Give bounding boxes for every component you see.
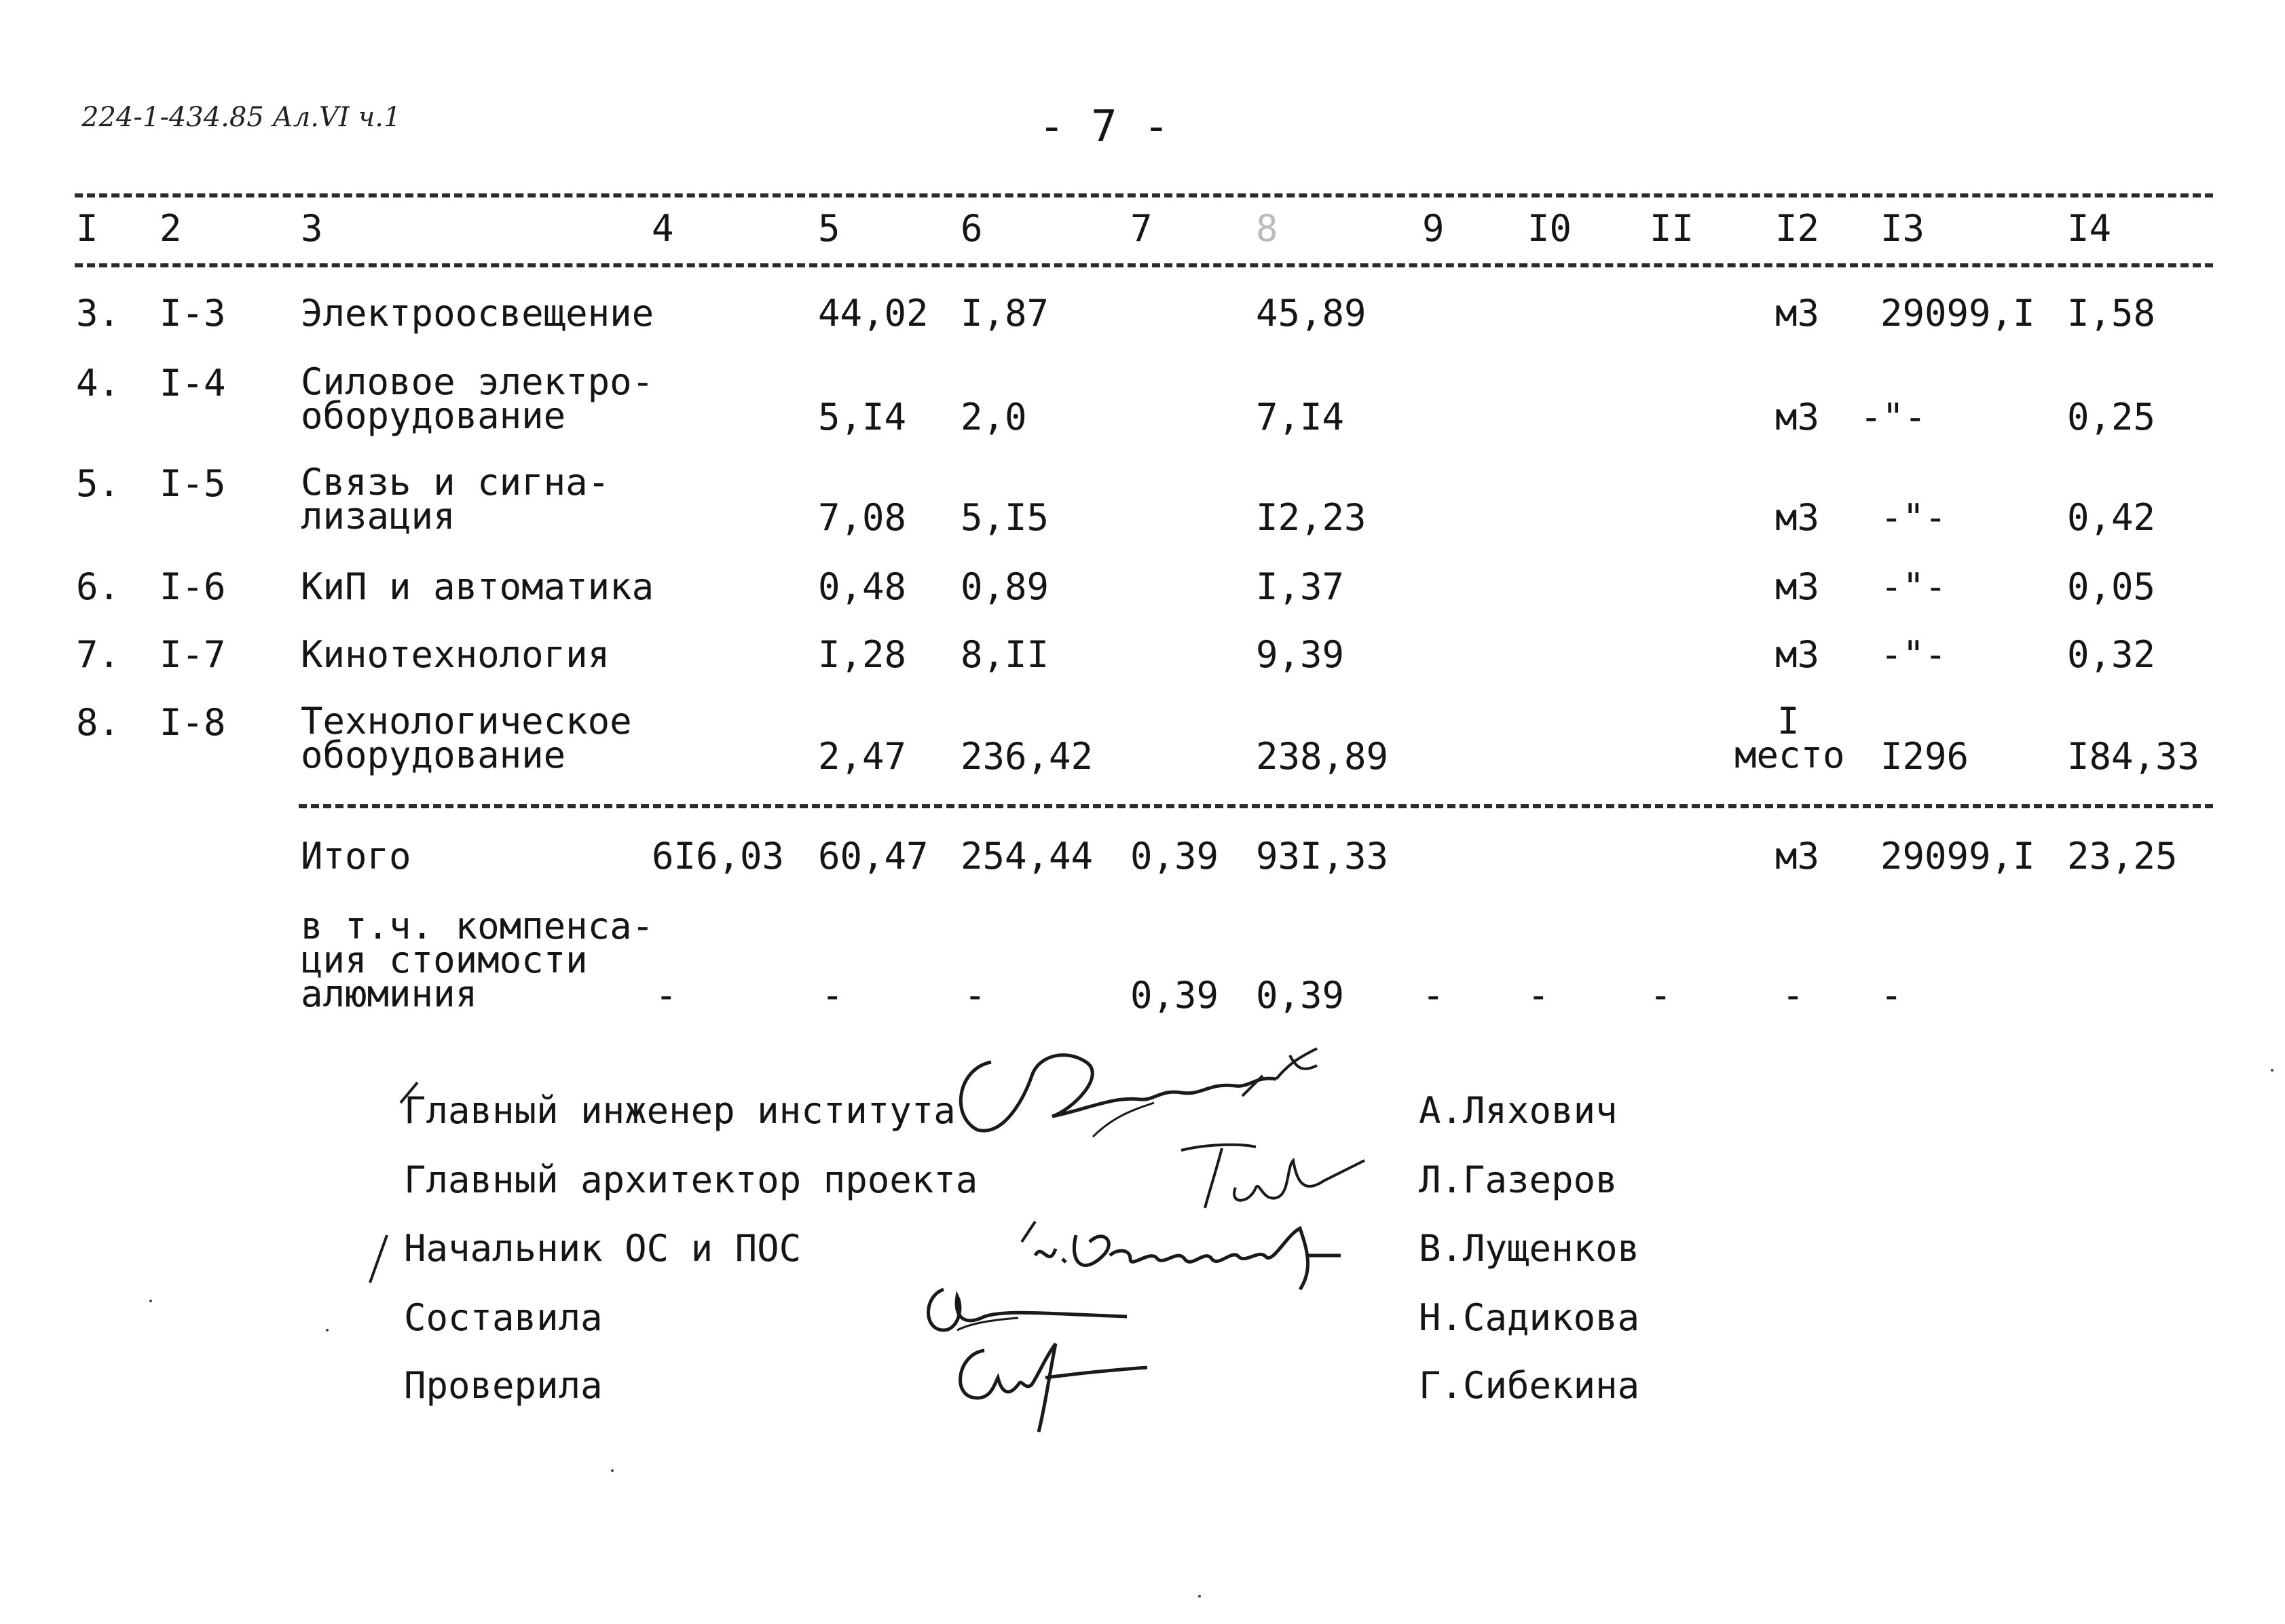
row-col14: 0,32 [2067,633,2156,676]
total-col6: 254,44 [961,835,1094,877]
row-qty: 29099,I [1880,292,2035,335]
signatory-role: Главный инженер института [404,1089,956,1132]
row-unit-line2: место [1734,734,1845,776]
signatory-name: Н.Садикова [1419,1296,1640,1339]
row-unit-line1: I [1777,700,1800,742]
including-col10: - [1527,974,1550,1017]
column-header: I [76,207,98,250]
signatory-role: Начальник ОС и ПОС [404,1227,802,1270]
signature-chief-architect-icon [1168,1140,1385,1217]
speck [149,1300,152,1302]
row-col14: I,58 [2067,292,2156,335]
column-header: I3 [1880,207,1925,250]
signature-checked-icon [944,1337,1161,1441]
column-header: 5 [818,207,840,250]
row-name-line2: оборудование [301,394,566,437]
signatory-name: А.Ляхович [1419,1089,1618,1132]
document-code: 224-1-434.85 Ал.VI ч.1 [81,102,401,133]
row-code: I-8 [160,701,226,744]
speck [2271,1069,2273,1072]
column-header: 3 [301,207,323,250]
row-col6: 236,42 [961,735,1094,778]
row-col8: I,37 [1256,565,1345,608]
row-col8: I2,23 [1256,496,1367,539]
including-col8: 0,39 [1256,974,1345,1017]
row-number: 3. [76,292,121,335]
row-col6: 0,89 [961,565,1049,608]
row-number: 4. [76,362,121,404]
row-number: 8. [76,701,121,744]
speck [611,1469,614,1472]
including-col5: - [821,974,844,1017]
row-unit: м3 [1775,565,1820,608]
row-col8: 7,I4 [1256,396,1345,438]
row-col8: 45,89 [1256,292,1367,335]
total-col5: 60,47 [818,835,929,877]
speck [1198,1595,1201,1598]
row-col14: 0,42 [2067,496,2156,539]
column-header: 2 [160,207,182,250]
row-col5: 0,48 [818,565,907,608]
check-mark-icon [367,1232,394,1289]
row-col14: I84,33 [2067,735,2200,778]
column-header: 9 [1422,207,1445,250]
speck [326,1329,329,1332]
row-unit: м3 [1775,396,1820,438]
including-label-line3: алюминия [301,972,478,1015]
row-name: Электроосвещение [301,292,654,335]
row-number: 5. [76,462,121,505]
row-name-line1: Связь и сигна- [301,461,610,504]
total-separator-rule [299,804,2213,808]
check-mark-icon [394,1079,421,1109]
table-top-rule [75,193,2213,197]
signatory-name: В.Лущенков [1419,1227,1640,1270]
row-number: 7. [76,633,121,676]
including-col4: - [655,974,677,1017]
row-col6: 5,I5 [961,496,1049,539]
row-code: I-4 [160,362,226,404]
column-header: 6 [961,207,983,250]
column-header: 4 [652,207,674,250]
row-col8: 9,39 [1256,633,1345,676]
row-col14: 0,25 [2067,396,2156,438]
row-name-line1: Силовое электро- [301,360,654,403]
row-col5: I,28 [818,633,907,676]
column-header: 8 [1256,207,1278,250]
row-name: КиП и автоматика [301,565,654,608]
signatory-role: Проверила [404,1364,603,1407]
row-number: 6. [76,565,121,608]
row-qty: -"- [1880,496,1947,539]
row-code: I-5 [160,462,226,505]
including-col6: - [964,974,986,1017]
total-qty: 29099,I [1880,835,2035,877]
including-col7: 0,39 [1130,974,1219,1017]
row-col5: 44,02 [818,292,929,335]
total-label: Итого [301,835,411,877]
row-col8: 238,89 [1256,735,1389,778]
table-header-rule [75,263,2213,267]
including-label-line2: ция стоимости [301,939,588,981]
page-number: - 7 - [1039,102,1170,152]
row-name-line2: лизация [301,495,456,537]
row-name-line1: Технологическое [301,700,632,742]
including-col12: - [1782,974,1804,1017]
column-header: I2 [1775,207,1820,250]
row-code: I-3 [160,292,226,335]
row-name-line2: оборудование [301,734,566,776]
row-qty: -"- [1880,633,1947,676]
row-unit: м3 [1775,633,1820,676]
total-col8: 93I,33 [1256,835,1389,877]
row-col6: 8,II [961,633,1049,676]
total-col14: 23,25 [2067,835,2178,877]
total-col7: 0,39 [1130,835,1219,877]
signatory-name: Л.Газеров [1419,1158,1618,1201]
row-col5: 2,47 [818,735,907,778]
row-col6: 2,0 [961,396,1027,438]
row-unit: м3 [1775,496,1820,539]
row-name: Кинотехнология [301,633,610,676]
row-qty: -"- [1880,565,1947,608]
row-code: I-6 [160,565,226,608]
signatory-role: Главный архитектор проекта [404,1158,978,1201]
signature-chief-engineer-icon [950,1035,1371,1153]
column-header: 7 [1130,207,1153,250]
signatory-name: Г.Сибекина [1419,1364,1640,1407]
total-unit: м3 [1775,835,1820,877]
column-header: I0 [1527,207,1572,250]
including-col9: - [1422,974,1445,1017]
row-qty: -"- [1860,396,1927,438]
including-col13: - [1880,974,1903,1017]
row-qty: I296 [1880,735,1969,778]
row-col5: 7,08 [818,496,907,539]
row-unit: м3 [1775,292,1820,335]
column-header: I4 [2067,207,2112,250]
total-col4: 6I6,03 [652,835,785,877]
row-col5: 5,I4 [818,396,907,438]
including-label-line1: в т.ч. компенса- [301,905,654,947]
row-col6: I,87 [961,292,1049,335]
row-code: I-7 [160,633,226,676]
including-col11: - [1650,974,1672,1017]
row-col14: 0,05 [2067,565,2156,608]
column-header: II [1650,207,1694,250]
signatory-role: Составила [404,1296,603,1339]
